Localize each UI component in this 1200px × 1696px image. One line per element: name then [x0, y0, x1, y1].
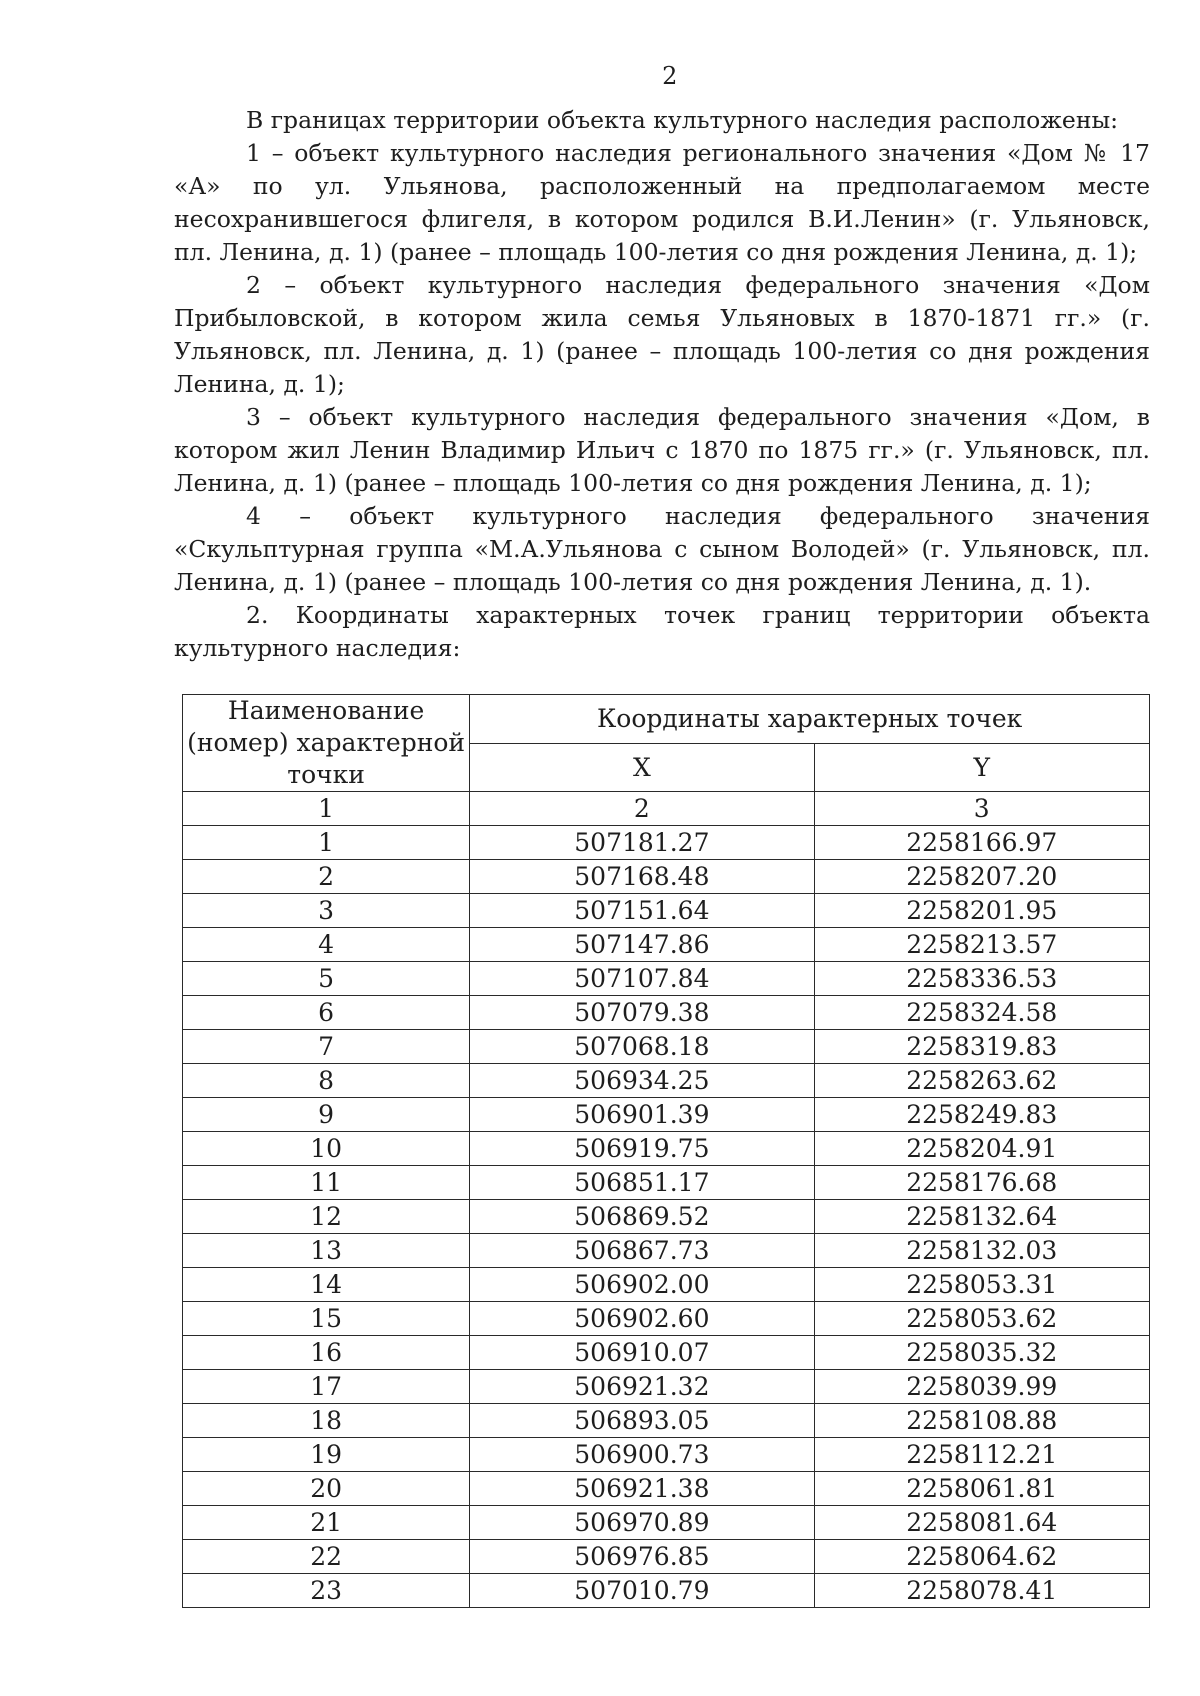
- x-coordinate-cell: 506910.07: [470, 1336, 814, 1370]
- table-row: [183, 1336, 1150, 1370]
- point-number-cell: 3: [183, 894, 470, 928]
- x-coordinate-cell: 506902.00: [470, 1268, 814, 1302]
- x-coordinate-cell: 507010.79: [470, 1574, 814, 1608]
- y-coordinate-cell: 2258207.20: [814, 860, 1149, 894]
- table-row: [183, 1540, 1150, 1574]
- table-row: [183, 1574, 1150, 1608]
- point-number-cell: 21: [183, 1506, 470, 1540]
- table-row: [183, 1506, 1150, 1540]
- y-coordinate-cell: 2258336.53: [814, 962, 1149, 996]
- table-row: [183, 894, 1150, 928]
- body-text: [174, 104, 1150, 665]
- y-coordinate-cell: 2258081.64: [814, 1506, 1149, 1540]
- x-coordinate-cell: 507107.84: [470, 962, 814, 996]
- y-coordinate-cell: 2258108.88: [814, 1404, 1149, 1438]
- point-number-cell: 5: [183, 962, 470, 996]
- point-number-cell: 8: [183, 1064, 470, 1098]
- point-number-cell: 9: [183, 1098, 470, 1132]
- column-number: 2: [470, 792, 814, 826]
- y-coordinate-cell: 2258132.03: [814, 1234, 1149, 1268]
- point-number-cell: 2: [183, 860, 470, 894]
- y-coordinate-cell: 2258213.57: [814, 928, 1149, 962]
- paragraph-section-2: 2. Координаты характерных точек границ территории объекта культурного наследия:: [174, 601, 1150, 662]
- table-row: [183, 1404, 1150, 1438]
- y-coordinate-cell: 2258064.62: [814, 1540, 1149, 1574]
- table-row: [183, 826, 1150, 860]
- y-coordinate-cell: 2258319.83: [814, 1030, 1149, 1064]
- x-coordinate-cell: 506893.05: [470, 1404, 814, 1438]
- x-coordinate-cell: 506900.73: [470, 1438, 814, 1472]
- page-number: 2: [662, 62, 678, 90]
- y-coordinate-cell: 2258039.99: [814, 1370, 1149, 1404]
- table-header-row: [183, 695, 1150, 744]
- table-row: [183, 1166, 1150, 1200]
- x-coordinate-cell: 507147.86: [470, 928, 814, 962]
- point-number-cell: 6: [183, 996, 470, 1030]
- x-coordinate-cell: 506970.89: [470, 1506, 814, 1540]
- table-row: [183, 1438, 1150, 1472]
- point-number-cell: 7: [183, 1030, 470, 1064]
- table-row: [183, 1098, 1150, 1132]
- y-coordinate-cell: 2258112.21: [814, 1438, 1149, 1472]
- point-number-cell: 4: [183, 928, 470, 962]
- table-row: [183, 1030, 1150, 1064]
- paragraph-intro: В границах территории объекта культурного наследия расположены:: [246, 106, 1119, 134]
- paragraph-item-2: 2 – объект культурного наследия федерального значения «Дом Прибыловской, в котором жила семья Ульяновых в 1870-1871 гг.» (г. Ульяновск, пл. Ленина, д. 1) (ранее – площадь 100-летия со дня рождения Ленина, д. 1);: [174, 271, 1150, 398]
- x-coordinate-cell: 506902.60: [470, 1302, 814, 1336]
- table-row: [183, 1302, 1150, 1336]
- x-coordinate-cell: 506921.38: [470, 1472, 814, 1506]
- point-number-cell: 11: [183, 1166, 470, 1200]
- table-row: [183, 1132, 1150, 1166]
- point-number-cell: 12: [183, 1200, 470, 1234]
- paragraph-item-3: 3 – объект культурного наследия федерального значения «Дом, в котором жил Ленин Владимир Ильич с 1870 по 1875 гг.» (г. Ульяновск, пл. Ленина, д. 1) (ранее – площадь 100-летия со дня рождения Ленина, д. 1);: [174, 403, 1150, 497]
- table-row: [183, 1234, 1150, 1268]
- x-coordinate-cell: 507068.18: [470, 1030, 814, 1064]
- header-y: Y: [814, 743, 1149, 792]
- table-body: [183, 826, 1150, 1608]
- point-number-cell: 1: [183, 826, 470, 860]
- x-coordinate-cell: 506934.25: [470, 1064, 814, 1098]
- column-number: 1: [183, 792, 470, 826]
- coordinates-table: [182, 694, 1150, 1608]
- point-number-cell: 20: [183, 1472, 470, 1506]
- x-coordinate-cell: 506976.85: [470, 1540, 814, 1574]
- table-row: [183, 860, 1150, 894]
- x-coordinate-cell: 507181.27: [470, 826, 814, 860]
- y-coordinate-cell: 2258166.97: [814, 826, 1149, 860]
- y-coordinate-cell: 2258061.81: [814, 1472, 1149, 1506]
- x-coordinate-cell: 506921.32: [470, 1370, 814, 1404]
- y-coordinate-cell: 2258132.64: [814, 1200, 1149, 1234]
- column-number: 3: [814, 792, 1149, 826]
- y-coordinate-cell: 2258263.62: [814, 1064, 1149, 1098]
- table-row: [183, 1472, 1150, 1506]
- y-coordinate-cell: 2258053.31: [814, 1268, 1149, 1302]
- header-point-name: Наименование (номер) характерной точки: [183, 695, 470, 792]
- table-row: [183, 1064, 1150, 1098]
- table-row: [183, 1268, 1150, 1302]
- x-coordinate-cell: 507079.38: [470, 996, 814, 1030]
- point-number-cell: 16: [183, 1336, 470, 1370]
- point-number-cell: 13: [183, 1234, 470, 1268]
- y-coordinate-cell: 2258078.41: [814, 1574, 1149, 1608]
- y-coordinate-cell: 2258249.83: [814, 1098, 1149, 1132]
- paragraph-item-4: 4 – объект культурного наследия федерального значения «Скульптурная группа «М.А.Ульянова с сыном Володей» (г. Ульяновск, пл. Ленина, д. 1) (ранее – площадь 100-летия со дня рождения Ленина, д. 1).: [174, 502, 1150, 596]
- table-row: [183, 996, 1150, 1030]
- point-number-cell: 18: [183, 1404, 470, 1438]
- header-coordinates: Координаты характерных точек: [470, 695, 1150, 744]
- y-coordinate-cell: 2258053.62: [814, 1302, 1149, 1336]
- x-coordinate-cell: 506851.17: [470, 1166, 814, 1200]
- y-coordinate-cell: 2258035.32: [814, 1336, 1149, 1370]
- point-number-cell: 17: [183, 1370, 470, 1404]
- x-coordinate-cell: 506867.73: [470, 1234, 814, 1268]
- table-row: [183, 962, 1150, 996]
- x-coordinate-cell: 507168.48: [470, 860, 814, 894]
- table-row: [183, 1370, 1150, 1404]
- point-number-cell: 23: [183, 1574, 470, 1608]
- table-row: [183, 1200, 1150, 1234]
- header-x: X: [470, 743, 814, 792]
- y-coordinate-cell: 2258324.58: [814, 996, 1149, 1030]
- point-number-cell: 22: [183, 1540, 470, 1574]
- x-coordinate-cell: 506901.39: [470, 1098, 814, 1132]
- table-column-numbers-row: [183, 792, 1150, 826]
- x-coordinate-cell: 506919.75: [470, 1132, 814, 1166]
- paragraph-item-1: 1 – объект культурного наследия регионального значения «Дом № 17 «А» по ул. Ульянова, расположенный на предполагаемом месте несохранившегося флигеля, в котором родился В.И.Ленин» (г. Ульяновск, пл. Ленина, д. 1) (ранее – площадь 100-летия со дня рождения Ленина, д. 1);: [174, 139, 1150, 266]
- point-number-cell: 15: [183, 1302, 470, 1336]
- point-number-cell: 10: [183, 1132, 470, 1166]
- table-row: [183, 928, 1150, 962]
- y-coordinate-cell: 2258176.68: [814, 1166, 1149, 1200]
- point-number-cell: 19: [183, 1438, 470, 1472]
- point-number-cell: 14: [183, 1268, 470, 1302]
- x-coordinate-cell: 507151.64: [470, 894, 814, 928]
- y-coordinate-cell: 2258204.91: [814, 1132, 1149, 1166]
- y-coordinate-cell: 2258201.95: [814, 894, 1149, 928]
- x-coordinate-cell: 506869.52: [470, 1200, 814, 1234]
